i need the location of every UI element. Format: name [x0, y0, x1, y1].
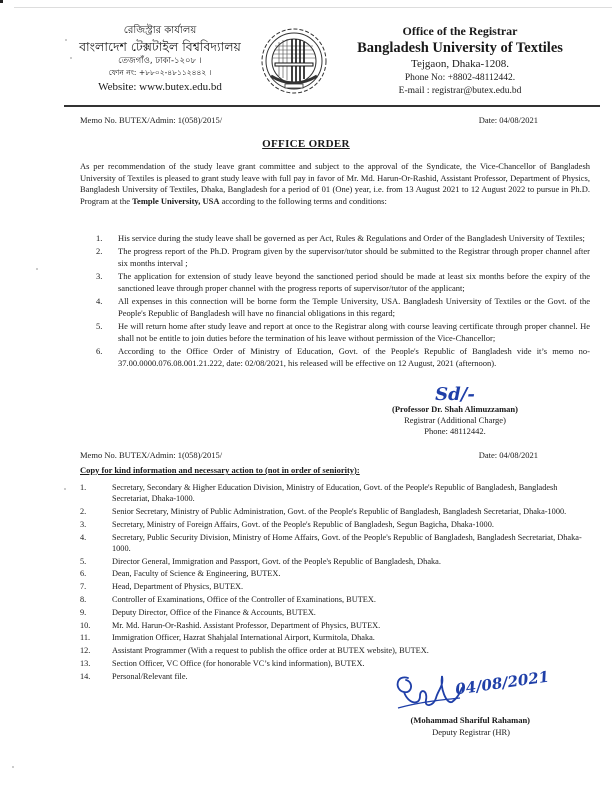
- condition-item: [96, 346, 590, 369]
- memo-number: Memo No. BUTEX/Admin: 1(058)/2015/: [80, 115, 223, 125]
- letterhead-english: [335, 24, 585, 98]
- signatory-designation: Deputy Registrar (HR): [432, 727, 510, 737]
- condition-text: According to the Office Order of Ministry of Education, Govt. of the People's Republic of Bangladesh vide it’s memo no-37.00.0000.076.08.001.21.222, date: 02/08/2021, his released will be effective on 12 August, 2021 (afternoon).: [118, 346, 590, 368]
- recipient-item: [80, 620, 590, 631]
- recipient-number: 3.: [80, 519, 87, 529]
- copy-recipients-list: [80, 482, 590, 684]
- letterhead-bangla: [70, 24, 250, 95]
- recipient-number: 14.: [80, 671, 91, 681]
- scan-speck: [12, 766, 14, 768]
- memo-date: Date: 04/08/2021: [478, 115, 538, 125]
- recipient-text: Secretary, Public Security Division, Ministry of Home Affairs, Govt. of the People's Republic of Bangladesh, Bangladesh Secretariat, Dhaka-1000.: [112, 532, 582, 553]
- recipient-item: [80, 645, 590, 656]
- recipient-text: Immigration Officer, Hazrat Shahjalal International Airport, Kurmitola, Dhaka.: [112, 633, 375, 643]
- email: E-mail : registrar@butex.edu.bd: [398, 86, 522, 96]
- recipient-text: Senior Secretary, Ministry of Public Administration, Govt. of the People's Republic of Bangladesh, Bangladesh Secretariat, Dhaka-1000.: [112, 507, 567, 516]
- conditions-list: [96, 233, 590, 371]
- intro-text-2: according to the following terms and conditions:: [219, 195, 387, 206]
- university-name: Bangladesh University of Textiles: [357, 40, 563, 56]
- condition-number: 2.: [96, 246, 103, 257]
- recipient-number: 2.: [80, 507, 87, 516]
- condition-item: [96, 271, 590, 294]
- recipient-item: [80, 607, 590, 618]
- recipient-item: [80, 632, 590, 643]
- scan-corner-mark: [0, 0, 3, 3]
- scan-speck: [70, 57, 72, 59]
- phone: Phone No: +8802-48112442.: [404, 73, 516, 83]
- letterhead-divider: [64, 105, 600, 107]
- bangla-university-name: বাংলাদেশ টেক্সটাইল বিশ্ববিদ্যালয়: [79, 39, 241, 54]
- recipient-text: Deputy Director, Office of the Finance & Accounts, BUTEX.: [112, 607, 316, 617]
- intro-university-bold: Temple University, USA: [132, 195, 220, 206]
- bangla-phone: ফোন নং: +৮৮০২-৪৮১১২৪৪২ ।: [108, 68, 212, 77]
- condition-text: The progress report of the Ph.D. Program given by the supervisor/tutor should be submitted to the Registrar through proper channel after six months interval ;: [118, 246, 590, 268]
- signature-sd: Sd/-: [435, 384, 475, 405]
- memo-date-copy: Date: 04/08/2021: [478, 450, 538, 460]
- recipient-item: [80, 519, 590, 530]
- condition-text: He will return home after study leave and report at once to the Registrar along with course leaving certificate through proper channel. He shall not be entitle to join duties before the termination of his leave without permission of the Vice-Chancellor;: [118, 321, 590, 343]
- recipient-number: 9.: [80, 607, 87, 617]
- condition-item: [96, 321, 590, 344]
- condition-number: 6.: [96, 346, 103, 357]
- recipient-item: [80, 482, 590, 504]
- memo-number-copy: Memo No. BUTEX/Admin: 1(058)/2015/: [80, 450, 223, 460]
- university-seal-logo: [259, 26, 329, 96]
- recipient-number: 13.: [80, 658, 91, 668]
- handwritten-date: 04/08/2021: [454, 667, 551, 699]
- recipient-item: [80, 532, 590, 554]
- scan-speck: [64, 488, 66, 490]
- recipient-number: 5.: [80, 556, 87, 566]
- document-title: OFFICE ORDER: [262, 138, 350, 150]
- recipient-number: 6.: [80, 569, 87, 579]
- recipient-text: Secretary, Ministry of Foreign Affairs, Govt. of the People's Republic of Bangladesh, Segun Bagicha, Dhaka-1000.: [112, 519, 494, 529]
- signatory-phone: Phone: 48112442.: [424, 426, 486, 436]
- recipient-text: Dean, Faculty of Science & Engineering, BUTEX.: [112, 569, 281, 579]
- condition-text: His service during the study leave shall be governed as per Act, Rules & Regulations and Order of the Bangladesh University of Textiles;: [118, 233, 585, 243]
- condition-text: All expenses in this connection will be borne form the Temple University, USA. Bangladesh University of Textiles or the Govt. of the People's Republic of Bangladesh will have no financial obligations in this regard;: [118, 296, 590, 318]
- condition-number: 1.: [96, 233, 103, 243]
- scan-speck: [36, 268, 38, 270]
- recipient-item: [80, 568, 590, 579]
- recipient-text: Secretary, Secondary & Higher Education Division, Ministry of Education, Govt. of the People's Republic of Bangladesh, Bangladesh Secretariat, Dhaka-1000.: [112, 483, 558, 504]
- recipient-text: Assistant Programmer (With a request to publish the office order at BUTEX website), BUTEX.: [112, 646, 429, 656]
- recipient-number: 10.: [80, 620, 91, 630]
- recipient-number: 4.: [80, 532, 87, 542]
- recipient-item: [80, 506, 590, 517]
- recipient-item: [80, 594, 590, 605]
- deputy-registrar-signature-block: [360, 668, 560, 748]
- signatory-name: (Mohammad Shariful Rahaman): [410, 715, 530, 725]
- intro-text-1: As per recommendation of the study leave grant committee and subject to the approval of the Syndicate, the Vice-Chancellor of Bangladesh University of Textiles is pleased to grant study leave with full pay in favor of Mr. Md. Harun-Or-Rashid, Assistant Professor, Department of Physics, Bangladesh University of Textiles, Dhaka, Bangladesh for a period of 01 (One) year, i.e. from 13 August 2021 to 12 August 2022 to pursue in Ph.D. Program at the: [80, 161, 590, 206]
- recipient-item: [80, 556, 590, 567]
- website: Website: www.butex.edu.bd: [98, 81, 222, 93]
- recipient-text: Head, Department of Physics, BUTEX.: [112, 582, 244, 592]
- recipient-number: 8.: [80, 594, 87, 604]
- office-name: Office of the Registrar: [402, 24, 518, 38]
- recipient-number: 11.: [80, 633, 91, 643]
- recipient-item: [80, 581, 590, 592]
- recipient-text: Controller of Examinations, Office of the Controller of Examinations, BUTEX.: [112, 594, 376, 604]
- condition-item: [96, 296, 590, 319]
- recipient-number: 12.: [80, 646, 91, 656]
- scan-speck: [65, 39, 67, 41]
- copy-heading: Copy for kind information and necessary action to (not in order of seniority):: [80, 465, 360, 475]
- intro-paragraph: [80, 161, 590, 207]
- signatory-name: (Professor Dr. Shah Alimuzzaman): [392, 404, 518, 414]
- condition-text: The application for extension of study leave beyond the sanctioned period should be made at least six months before the expiry of the sanctioned leave through proper channel with the progress reports of supervisor/tutor of the applicant;: [118, 271, 590, 293]
- address: Tejgaon, Dhaka-1208.: [411, 58, 509, 70]
- bangla-address: তেজগাঁও, ঢাকা-১২০৮ ।: [118, 56, 202, 66]
- bangla-office-name: রেজিস্ট্রার কার্যালয়: [123, 25, 197, 36]
- scan-edge-line: [14, 7, 612, 8]
- condition-number: 3.: [96, 271, 103, 282]
- recipient-text: Director General, Immigration and Passport, Govt. of the People's Republic of Bangladesh, Dhaka.: [112, 556, 441, 566]
- recipient-number: 7.: [80, 582, 87, 592]
- condition-number: 4.: [96, 296, 103, 307]
- recipient-text: Personal/Relevant file.: [112, 671, 188, 681]
- recipient-number: 1.: [80, 483, 87, 492]
- signatory-designation: Registrar (Additional Charge): [404, 415, 506, 425]
- condition-number: 5.: [96, 321, 103, 332]
- registrar-signature-block: [370, 386, 540, 437]
- condition-item: [96, 233, 590, 245]
- recipient-text: Mr. Md. Harun-Or-Rashid. Assistant Professor, Department of Physics, BUTEX.: [112, 620, 381, 630]
- recipient-text: Section Officer, VC Office (for honorable VC’s kind information), BUTEX.: [112, 658, 365, 668]
- condition-item: [96, 246, 590, 269]
